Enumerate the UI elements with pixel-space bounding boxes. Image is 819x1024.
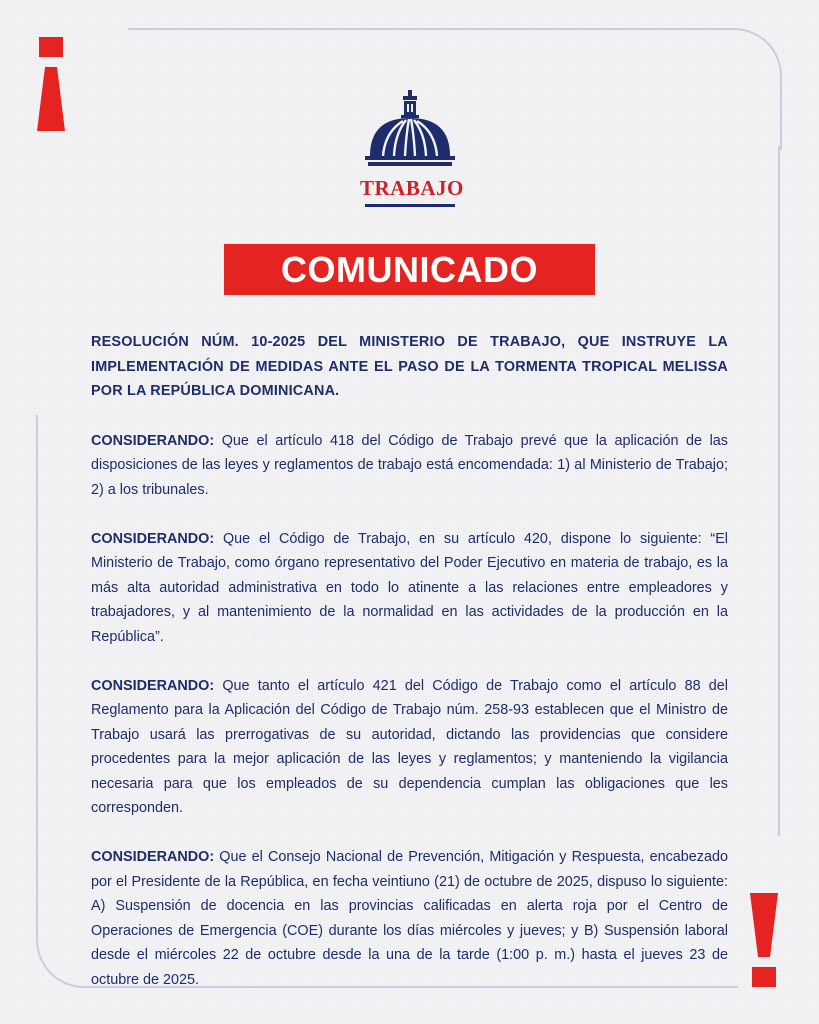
considerando-paragraph	[91, 674, 728, 821]
logo-underline	[365, 204, 455, 207]
logo-text: TRABAJO	[360, 176, 464, 200]
paragraph-text: Que el Código de Trabajo, en su artículo 420, dispone lo siguiente: “El Ministerio de Trabajo, como órgano representativo del Poder Ejecutivo en materia de trabajo, es la más alta autoridad administrativa en todo lo atinente a las relaciones entre empleadores y trabajadores, y al mantenimiento de la normalidad en las actividades de la producción en la República”.	[91, 530, 728, 645]
resolution-heading: RESOLUCIÓN NÚM. 10-2025 DEL MINISTERIO DE TRABAJO, QUE INSTRUYE LA IMPLEMENTACIÓN DE MEDIDAS ANTE EL PASO DE LA TORMENTA TROPICAL MELISSA POR LA REPÚBLICA DOMINICANA.	[91, 334, 728, 399]
paragraph-label: CONSIDERANDO:	[91, 677, 215, 694]
paragraph-label: CONSIDERANDO:	[91, 530, 215, 547]
paragraph-text: Que el artículo 418 del Código de Trabajo prevé que la aplicación de las disposiciones de las leyes y reglamentos de trabajo está encomendada: 1) al Ministerio de Trabajo; 2) a los tribunales.	[91, 432, 728, 498]
decorative-frame-right	[778, 146, 780, 836]
considerando-paragraph	[91, 527, 728, 650]
ministry-logo	[360, 90, 464, 215]
document-body	[91, 330, 728, 1017]
inverted-exclamation-icon	[36, 37, 66, 131]
decorative-frame-left	[36, 415, 38, 915]
considerando-paragraph	[91, 845, 728, 992]
paragraph-text: Que tanto el artículo 421 del Código de Trabajo como el artículo 88 del Reglamento para la Aplicación del Código de Trabajo núm. 258-93 establecen que el Ministro de Trabajo usará las prerrogativas de su autoridad, dictando las providencias que considere procedentes para la mejor aplicación de las leyes y reglamentos; y manteniendo la vigilancia necesaria para que los empleados de su dependencia cumplan las obligaciones que les corresponden.	[91, 677, 728, 816]
comunicado-banner: COMUNICADO	[224, 244, 595, 295]
considerando-paragraph	[91, 429, 728, 503]
paragraph-label: CONSIDERANDO:	[91, 432, 215, 449]
paragraph-label: CONSIDERANDO:	[91, 849, 215, 865]
paragraph-text: Que el Consejo Nacional de Prevención, Mitigación y Respuesta, encabezado por el Presidente de la República, en fecha veintiuno (21) de octubre de 2025, dispuso lo siguiente: A) Suspensión de docencia en las provincias calificadas en alerta roja por el Centro de Operaciones de Emergencia (COE) durante los días miércoles y jueves; y B) Suspensión laboral desde el miércoles 22 de octubre desde la una de la tarde (1:00 p. m.) hasta el jueves 23 de octubre de 2025.	[91, 849, 729, 988]
capitol-dome-icon	[365, 90, 455, 174]
exclamation-icon	[749, 893, 779, 987]
